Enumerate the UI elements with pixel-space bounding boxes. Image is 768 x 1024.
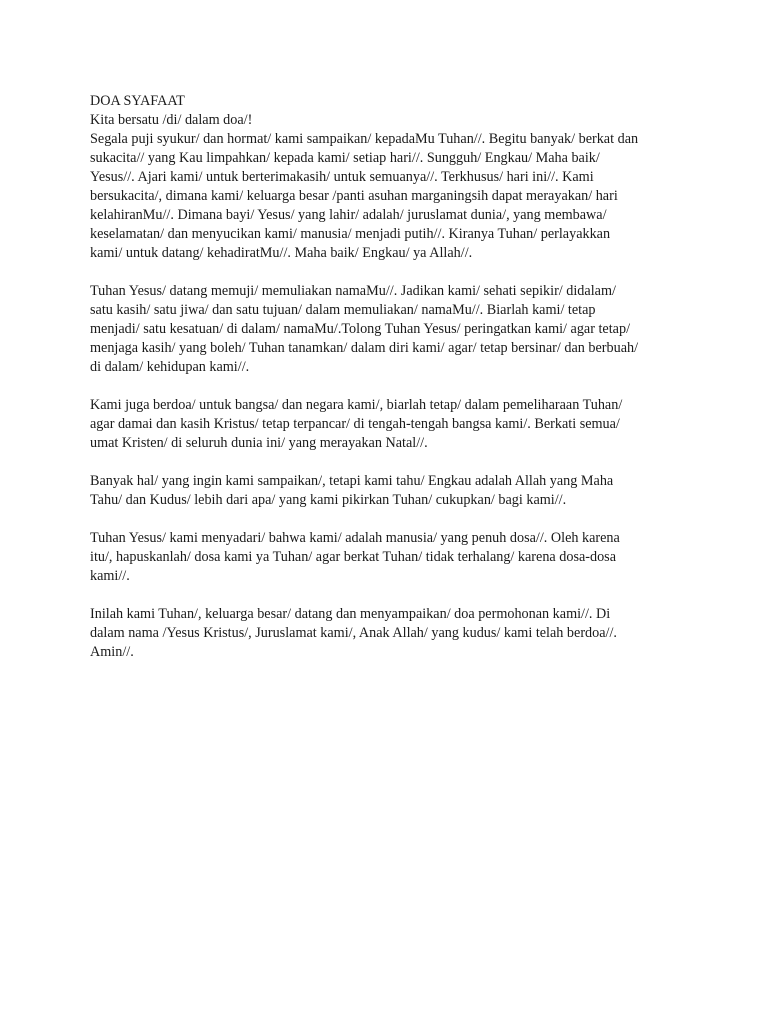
paragraph-line: di dalam/ kehidupan kami//. — [90, 359, 250, 375]
paragraph-spacer — [90, 453, 690, 472]
paragraph-line: Tuhan Yesus/ datang memuji/ memuliakan namaMu//. Jadikan kami/ sehati sepikir/ didalam/ — [90, 283, 616, 299]
paragraph-line: sukacita// yang Kau limpahkan/ kepada kami/ setiap hari//. Sungguh/ Engkau/ Maha baik/ — [90, 150, 600, 166]
paragraph-line: Segala puji syukur/ dan hormat/ kami sampaikan/ kepadaMu Tuhan//. Begitu banyak/ berkat dan — [90, 131, 639, 147]
paragraph-closing — [90, 605, 690, 662]
paragraph-line: umat Kristen/ di seluruh dunia ini/ yang merayakan Natal//. — [90, 435, 428, 451]
paragraph-line: Amin//. — [90, 644, 134, 660]
paragraph-nation — [90, 396, 690, 453]
paragraph-line: menjadi/ satu kesatuan/ di dalam/ namaMu/.Tolong Tuhan Yesus/ peringatkan kami/ agar tetap/ — [90, 321, 631, 337]
paragraph-line: bersukacita/, dimana kami/ keluarga besar /panti asuhan marganingsih dapat merayakan/ hari — [90, 188, 618, 204]
paragraph-requests — [90, 472, 690, 510]
document-body — [90, 92, 690, 662]
paragraph-spacer — [90, 263, 690, 282]
paragraph-unity — [90, 282, 690, 377]
paragraph-line: dalam nama /Yesus Kristus/, Juruslamat kami/, Anak Allah/ yang kudus/ kami telah berdoa//. — [90, 625, 617, 641]
paragraph-line: Kami juga berdoa/ untuk bangsa/ dan negara kami/, biarlah tetap/ dalam pemeliharaan Tuhan/ — [90, 397, 623, 413]
paragraph-line: Inilah kami Tuhan/, keluarga besar/ datang dan menyampaikan/ doa permohonan kami//. Di — [90, 606, 611, 622]
paragraph-line: itu/, hapuskanlah/ dosa kami ya Tuhan/ agar berkat Tuhan/ tidak terhalang/ karena dosa-dosa — [90, 549, 617, 565]
document-title: DOA SYAFAAT — [90, 93, 185, 109]
paragraph-line: Tuhan Yesus/ kami menyadari/ bahwa kami/ adalah manusia/ yang penuh dosa//. Oleh karena — [90, 530, 620, 546]
paragraph-spacer — [90, 377, 690, 396]
paragraph-line: menjaga kasih/ yang boleh/ Tuhan tanamkan/ dalam diri kami/ agar/ tetap bersinar/ dan berbuah/ — [90, 340, 639, 356]
paragraph-line: kami/ untuk datang/ kehadiratMu//. Maha baik/ Engkau/ ya Allah//. — [90, 245, 473, 261]
paragraph-line: kelahiranMu//. Dimana bayi/ Yesus/ yang lahir/ adalah/ juruslamat dunia/, yang membawa/ — [90, 207, 607, 223]
paragraph-thanksgiving — [90, 130, 690, 263]
paragraph-line: Tahu/ dan Kudus/ lebih dari apa/ yang kami pikirkan Tuhan/ cukupkan/ bagi kami//. — [90, 492, 567, 508]
paragraph-line: satu kasih/ satu jiwa/ dan satu tujuan/ dalam memuliakan/ namaMu//. Biarlah kami/ tetap — [90, 302, 596, 318]
paragraph-line: keselamatan/ dan menyucikan kami/ manusia/ menjadi putih//. Kiranya Tuhan/ perlayakkan — [90, 226, 611, 242]
paragraph-line: kami//. — [90, 568, 130, 584]
paragraph-line: Banyak hal/ yang ingin kami sampaikan/, tetapi kami tahu/ Engkau adalah Allah yang Maha — [90, 473, 614, 489]
paragraph-line: Yesus//. Ajari kami/ untuk berterimakasih/ untuk semuanya//. Terkhusus/ hari ini//. Kami — [90, 169, 594, 185]
paragraph-line: agar damai dan kasih Kristus/ tetap terpancar/ di tengah-tengah bangsa kami/. Berkati semua/ — [90, 416, 620, 432]
paragraph-spacer — [90, 586, 690, 605]
intro-line: Kita bersatu /di/ dalam doa/! — [90, 112, 253, 128]
paragraph-confession — [90, 529, 690, 586]
paragraph-spacer — [90, 510, 690, 529]
